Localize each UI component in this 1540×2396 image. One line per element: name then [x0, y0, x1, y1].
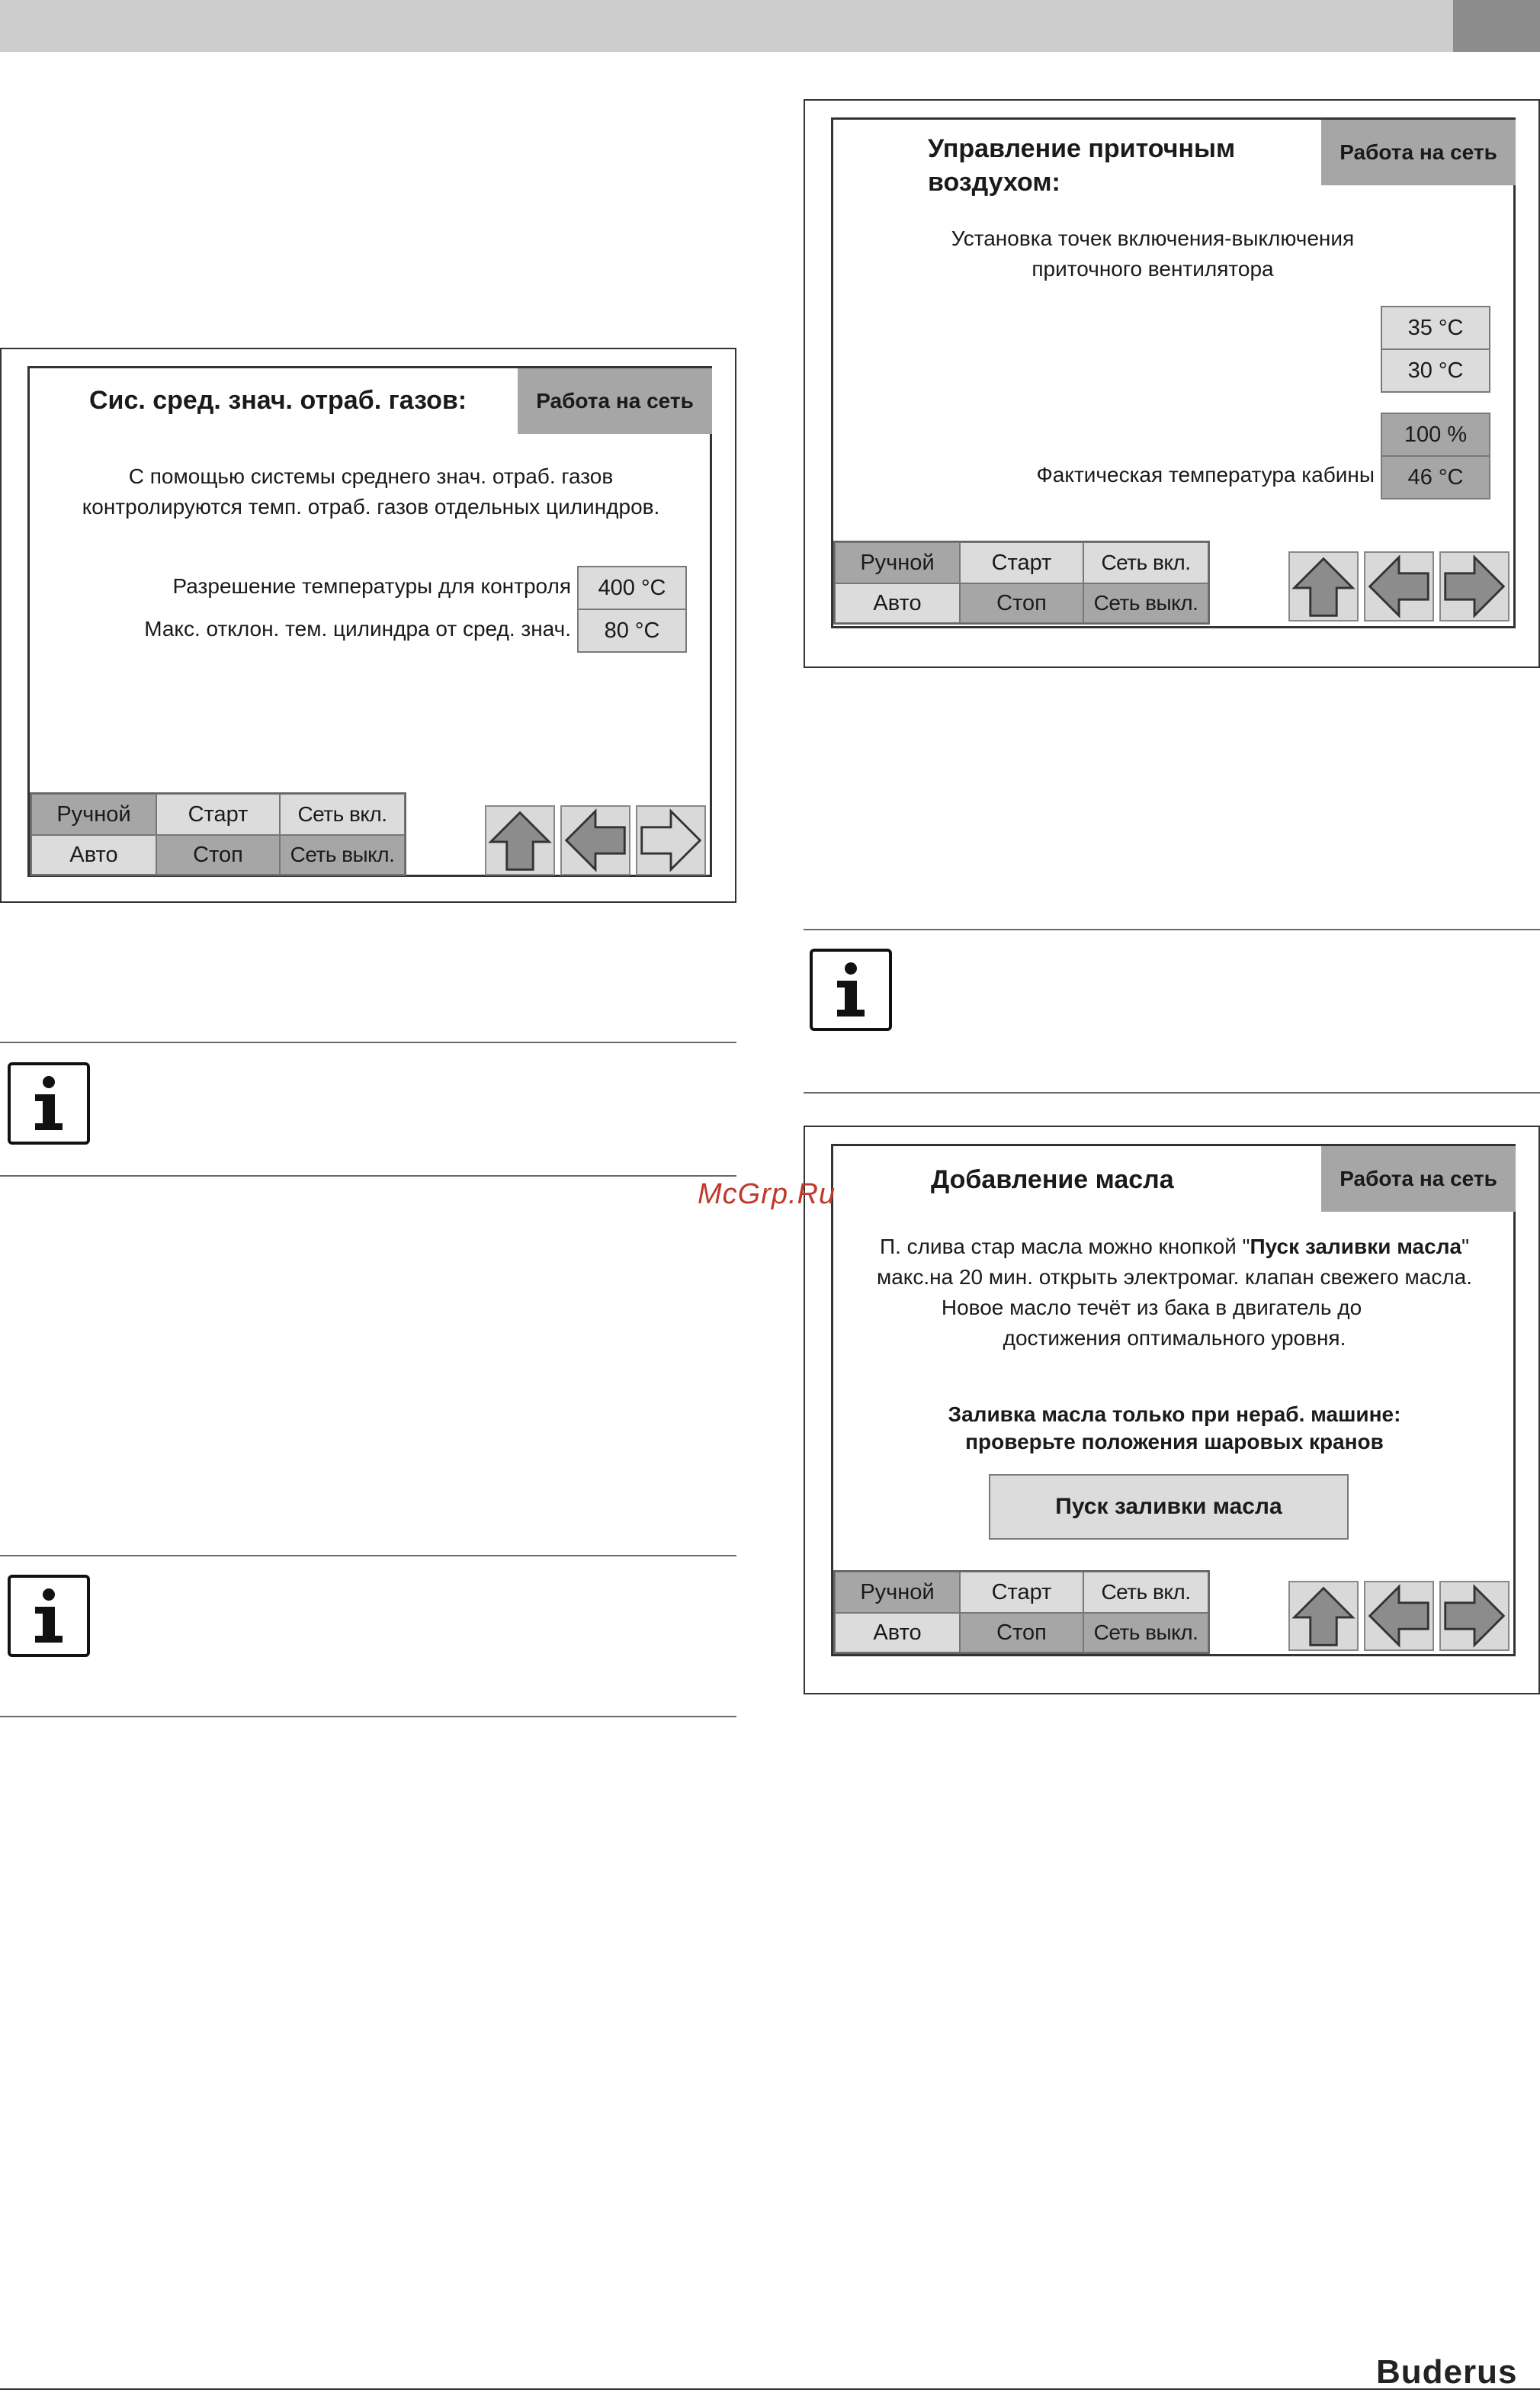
figure-exhaust-gas [0, 348, 736, 903]
description [833, 223, 1472, 284]
actual-temperature-value: 46 °C [1381, 455, 1490, 499]
nav-right-button[interactable] [1439, 551, 1510, 621]
arrow-left-icon [562, 807, 629, 874]
switch-on-value-field[interactable]: 35 °C [1381, 306, 1490, 350]
mode-start-button[interactable]: Старт [960, 542, 1083, 583]
brand-logo: Buderus [1376, 2353, 1518, 2391]
warning-line: проверьте положения шаровых кранов [965, 1430, 1384, 1453]
description-line: макс.на 20 мин. открыть электромаг. клапан свежего масла. [876, 1265, 1473, 1289]
mode-stop-button[interactable]: Стоп [156, 835, 280, 875]
nav-up-button[interactable] [485, 805, 555, 875]
mode-start-button[interactable]: Старт [156, 794, 280, 835]
grid-off-button[interactable]: Сеть выкл. [1083, 1613, 1208, 1652]
info-divider [0, 1042, 736, 1043]
grid-off-button[interactable]: Сеть выкл. [1083, 583, 1208, 623]
description-text: П. слива стар масла можно кнопкой " [879, 1235, 1250, 1258]
figure-oil-refill [804, 1126, 1540, 1694]
arrow-right-icon [1441, 1582, 1508, 1649]
setting-label: Макс. отклон. тем. цилиндра от сред. знач. [144, 617, 571, 641]
top-bar [0, 0, 1453, 52]
nav-right-button[interactable] [636, 805, 706, 875]
nav-up-button[interactable] [1288, 1581, 1359, 1651]
status-badge[interactable]: Работа на сеть [518, 368, 712, 434]
description-button-ref: Пуск заливки масла [1250, 1235, 1462, 1258]
mode-panel [833, 1570, 1210, 1654]
fan-output-value: 100 % [1381, 413, 1490, 457]
nav-left-button[interactable] [1364, 1581, 1434, 1651]
info-divider [0, 1716, 736, 1717]
mode-auto-button[interactable]: Авто [835, 1613, 960, 1652]
screen-title: Сис. сред. знач. отраб. газов: [89, 386, 467, 415]
nav-left-button[interactable] [1364, 551, 1434, 621]
setting-value-field[interactable]: 80 °C [577, 609, 687, 653]
mode-manual-button[interactable]: Ручной [31, 794, 156, 835]
mode-stop-button[interactable]: Стоп [960, 1613, 1083, 1652]
mode-start-button[interactable]: Старт [960, 1572, 1083, 1613]
info-divider [804, 929, 1540, 930]
screen-title: Добавление масла [931, 1165, 1174, 1194]
nav-left-button[interactable] [560, 805, 630, 875]
footer-rule [0, 2388, 1540, 2390]
description-text: " [1461, 1235, 1470, 1258]
title-line: Управление приточным [928, 134, 1236, 163]
info-icon [810, 949, 892, 1031]
mode-stop-button[interactable]: Стоп [960, 583, 1083, 623]
grid-on-button[interactable]: Сеть вкл. [280, 794, 405, 835]
figure-supply-air [804, 99, 1540, 668]
nav-up-button[interactable] [1288, 551, 1359, 621]
description-line: приточного вентилятора [1031, 257, 1274, 281]
nav-right-button[interactable] [1439, 1581, 1510, 1651]
grid-off-button[interactable]: Сеть выкл. [280, 835, 405, 875]
description [833, 1232, 1516, 1354]
info-divider [0, 1555, 736, 1556]
actual-temperature-label: Фактическая температура кабины [1036, 463, 1375, 487]
arrow-up-icon [486, 807, 553, 874]
arrow-up-icon [1290, 1582, 1357, 1649]
description-line [833, 1232, 1516, 1262]
setting-label: Разрешение температуры для контроля [172, 574, 571, 598]
start-oil-refill-button[interactable]: Пуск заливки масла [989, 1474, 1349, 1540]
top-bar-tab [1453, 0, 1540, 52]
description-line: С помощью системы среднего знач. отраб. газов [128, 464, 614, 488]
mode-auto-button[interactable]: Авто [835, 583, 960, 623]
status-badge[interactable]: Работа на сеть [1321, 120, 1516, 185]
description-line: Установка точек включения-выключения [951, 226, 1355, 250]
description-line: контролируются темп. отраб. газов отдельных цилиндров. [82, 495, 660, 519]
mode-auto-button[interactable]: Авто [31, 835, 156, 875]
info-divider [0, 1175, 736, 1177]
mode-manual-button[interactable]: Ручной [835, 1572, 960, 1613]
screen-oil-refill [831, 1144, 1516, 1656]
arrow-left-icon [1365, 553, 1433, 620]
watermark: McGrp.Ru [698, 1178, 836, 1210]
screen-exhaust-gas [27, 366, 712, 877]
grid-on-button[interactable]: Сеть вкл. [1083, 1572, 1208, 1613]
title-line: воздухом: [928, 168, 1060, 197]
warning-line: Заливка масла только при нераб. машине: [948, 1402, 1401, 1426]
warning-text [833, 1401, 1516, 1456]
info-divider [804, 1092, 1540, 1094]
status-badge[interactable]: Работа на сеть [1321, 1146, 1516, 1212]
screen-supply-air [831, 117, 1516, 628]
mode-manual-button[interactable]: Ручной [835, 542, 960, 583]
screen-title [928, 132, 1235, 199]
description-line: достижения оптимального уровня. [1003, 1326, 1346, 1350]
arrow-right-icon [1441, 553, 1508, 620]
grid-on-button[interactable]: Сеть вкл. [1083, 542, 1208, 583]
switch-off-value-field[interactable]: 30 °C [1381, 348, 1490, 393]
mode-panel [833, 541, 1210, 625]
setting-value-field[interactable]: 400 °C [577, 566, 687, 610]
info-icon [8, 1062, 90, 1145]
info-icon [8, 1575, 90, 1657]
arrow-left-icon [1365, 1582, 1433, 1649]
arrow-right-icon [637, 807, 704, 874]
arrow-up-icon [1290, 553, 1357, 620]
description-line: Новое масло течёт из бака в двигатель до [941, 1296, 1362, 1319]
description [30, 461, 712, 522]
mode-panel [30, 792, 406, 876]
